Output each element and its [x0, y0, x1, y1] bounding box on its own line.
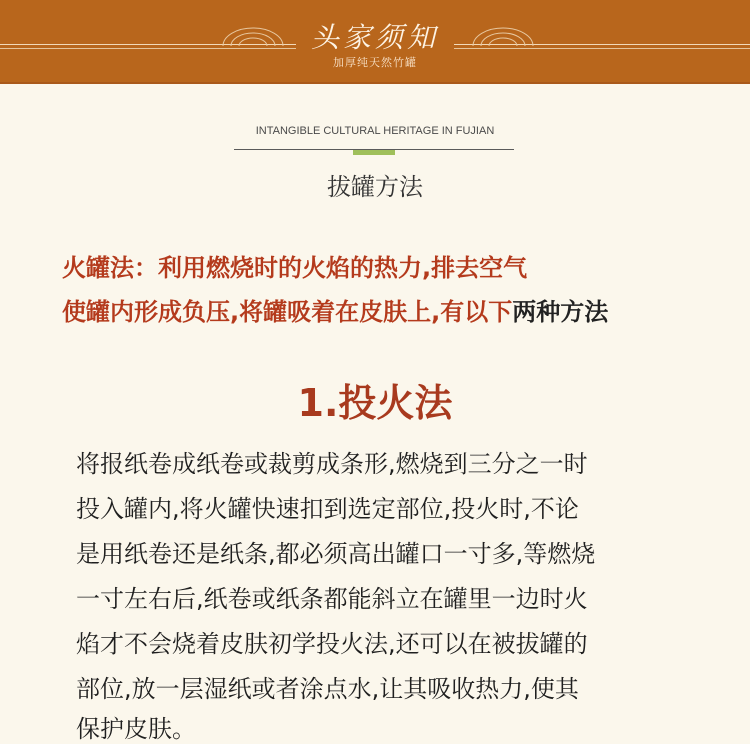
- banner-subtitle: 加厚纯天然竹罐: [333, 56, 417, 69]
- method-text-line: 一寸左右后,纸卷或纸条都能斜立在罐里一边时火: [76, 585, 588, 613]
- header-banner: [0, 0, 750, 84]
- method-text-line: 焰才不会烧着皮肤初学投火法,还可以在被拔罐的: [76, 630, 588, 658]
- method-text-line: 是用纸卷还是纸条,都必须高出罐口一寸多,等燃烧: [76, 540, 596, 568]
- method-text-line: 投入罐内,将火罐快速扣到选定部位,投火时,不论: [76, 495, 579, 523]
- intro-line-2-red: 使罐内形成负压,将罐吸着在皮肤上,有以下: [62, 298, 513, 326]
- intro-line-2: [62, 292, 608, 327]
- method-text-line: 保护皮肤。: [76, 715, 196, 743]
- intro-line-2-dark: 两种方法: [512, 298, 609, 326]
- intro-line-1: 火罐法：利用燃烧时的火焰的热力,排去空气: [62, 254, 528, 282]
- heritage-caption: INTANGIBLE CULTURAL HERITAGE IN FUJIAN: [255, 125, 495, 137]
- method-text-line: 部位,放一层湿纸或者涂点水,让其吸收热力,使其: [76, 675, 579, 703]
- section-title: 拔罐方法: [327, 173, 423, 201]
- method-title: 1.投火法: [297, 381, 453, 425]
- divider-accent: [353, 150, 395, 155]
- banner-title: 头家须知: [310, 21, 439, 54]
- method-text-line: 将报纸卷成纸卷或裁剪成条形,燃烧到三分之一时: [76, 450, 588, 478]
